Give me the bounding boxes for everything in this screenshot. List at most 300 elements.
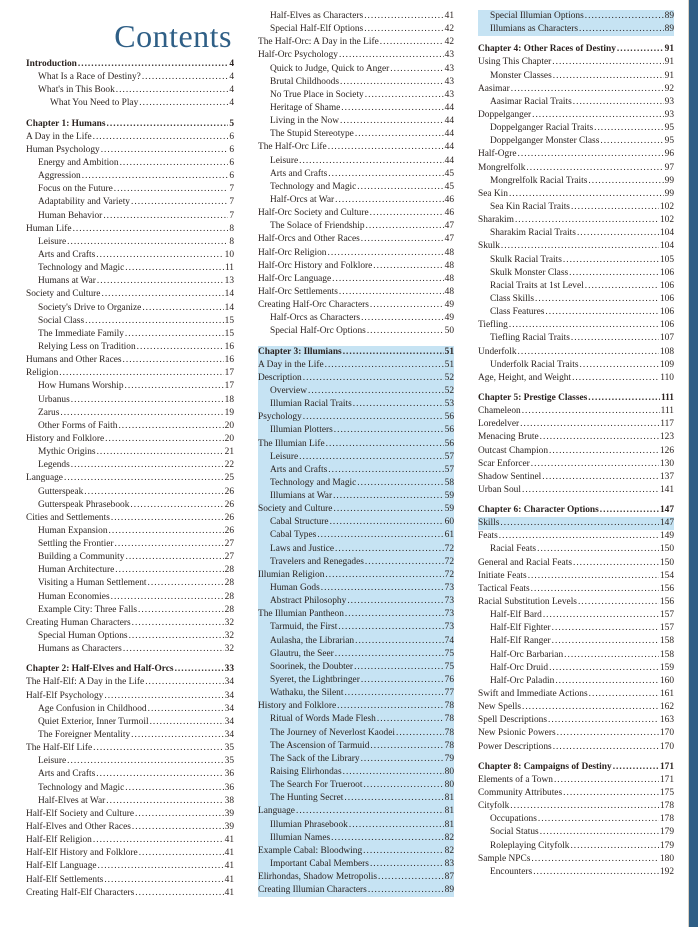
toc-dot-leader [535,293,659,306]
toc-entry[interactable] [478,122,674,135]
toc-page-number: 171 [659,774,674,785]
toc-entry-title: Elements of a Town [478,774,553,785]
toc-entry[interactable] [26,131,234,144]
toc-entry[interactable] [478,675,674,688]
toc-dot-leader [370,207,444,220]
toc-entry[interactable] [26,676,234,689]
toc-dot-leader [361,674,444,687]
toc-entry-title: Half-Elf Language [26,861,97,872]
toc-page-number: 180 [659,853,674,864]
toc-entry-title: Cities and Settlements [26,512,110,523]
toc-dot-leader [549,662,659,675]
toc-entry-title: Doppelganger Racial Traits [490,123,594,134]
toc-entry[interactable] [258,464,454,477]
toc-entry[interactable] [258,884,454,897]
toc-dot-leader [563,787,659,800]
toc-entry-title: Leisure [270,155,299,166]
toc-entry[interactable] [258,661,454,674]
toc-entry[interactable] [26,97,234,110]
toc-entry[interactable] [26,821,234,834]
toc-chapter-heading[interactable] [478,392,674,405]
toc-page-number: 36 [224,769,234,780]
toc-entry[interactable] [478,622,674,635]
toc-page-number: 33 [224,664,234,675]
toc-entry[interactable] [478,609,674,622]
toc-entry[interactable] [26,183,234,196]
toc-entry[interactable] [478,431,674,444]
toc-dot-leader [363,779,443,792]
toc-page-number: 102 [659,215,674,226]
toc-entry-title: Class Features [490,307,545,318]
toc-entry-title: Language [258,806,295,817]
toc-entry[interactable] [478,484,674,497]
toc-entry[interactable] [26,407,234,420]
toc-page-number: 34 [224,677,234,688]
toc-entry[interactable] [478,800,674,813]
toc-dot-leader [339,49,444,62]
toc-entry[interactable] [478,570,674,583]
toc-entry[interactable] [478,596,674,609]
toc-entry-title: Soorinek, the Doubter [270,661,354,672]
toc-entry[interactable] [26,262,234,275]
toc-entry[interactable] [26,512,234,525]
toc-entry[interactable] [258,845,454,858]
toc-dot-leader [509,319,659,332]
toc-entry[interactable] [478,201,674,214]
toc-dot-leader [594,122,664,135]
toc-entry[interactable] [258,36,454,49]
toc-entry[interactable] [26,782,234,795]
toc-page-number: 4 [229,59,234,69]
toc-entry[interactable] [478,445,674,458]
toc-dot-leader [142,71,228,84]
toc-entry[interactable] [26,742,234,755]
toc-dot-leader [82,170,229,183]
toc-dot-leader [93,131,229,144]
toc-page-number: 110 [660,372,674,383]
toc-entry[interactable] [478,813,674,826]
toc-entry[interactable] [26,617,234,630]
toc-entry[interactable] [26,354,234,367]
toc-entry-title: Description [258,372,302,383]
toc-entry[interactable] [258,451,454,464]
toc-entry[interactable] [478,701,674,714]
toc-entry[interactable] [258,76,454,89]
toc-page-number: 20 [224,420,234,431]
toc-entry[interactable] [478,418,674,431]
toc-entry[interactable] [478,774,674,787]
toc-dot-leader [338,621,443,634]
toc-entry[interactable] [478,840,674,853]
toc-entry[interactable] [478,741,674,754]
toc-entry[interactable] [26,887,234,900]
toc-entry[interactable] [478,280,674,293]
toc-entry[interactable] [26,755,234,768]
toc-entry[interactable] [258,753,454,766]
toc-entry[interactable] [258,871,454,884]
toc-page-number: 35 [224,743,234,754]
toc-dot-leader [531,583,659,596]
toc-dot-leader [135,808,224,821]
toc-entry[interactable] [478,23,674,36]
toc-entry[interactable] [258,805,454,818]
toc-page-number: 111 [660,406,674,417]
toc-entry[interactable] [258,220,454,233]
toc-entry-title: Special Half-Orc Options [270,326,366,337]
toc-entry[interactable] [26,795,234,808]
toc-entry[interactable] [258,648,454,661]
toc-entry[interactable] [478,56,674,69]
toc-entry[interactable] [258,155,454,168]
toc-entry[interactable] [26,525,234,538]
toc-entry[interactable] [478,662,674,675]
toc-page-number: 17 [224,381,234,392]
toc-entry[interactable] [478,853,674,866]
toc-entry-title: Chapter 8: Campaigns of Destiny [478,761,612,772]
toc-entry[interactable] [478,688,674,701]
toc-page-number: 170 [659,728,674,739]
toc-entry[interactable] [258,359,454,372]
toc-dot-leader [93,742,224,755]
toc-entry[interactable] [26,157,234,170]
toc-dot-leader [613,761,659,774]
toc-entry[interactable] [478,162,674,175]
toc-entry[interactable] [258,372,454,385]
toc-chapter-heading[interactable] [26,663,234,676]
toc-entry[interactable] [26,630,234,643]
toc-entry[interactable] [478,96,674,109]
toc-entry-title: Urbanus [38,394,70,405]
toc-entry[interactable] [258,635,454,648]
toc-entry-title: Human Psychology [26,144,100,155]
toc-entry[interactable] [26,874,234,887]
toc-entry[interactable] [26,210,234,223]
toc-entry[interactable] [478,227,674,240]
toc-entry[interactable] [478,543,674,556]
toc-entry-title: Racial Substitution Levels [478,597,577,608]
toc-entry[interactable] [258,543,454,556]
toc-entry[interactable] [258,740,454,753]
toc-entry[interactable] [478,727,674,740]
toc-entry[interactable] [26,847,234,860]
toc-entry[interactable] [258,325,454,338]
toc-entry[interactable] [26,84,234,97]
toc-entry[interactable] [258,10,454,23]
toc-page-number: 8 [229,236,234,247]
toc-page-number: 41 [224,835,234,846]
toc-entry[interactable] [258,438,454,451]
toc-entry[interactable] [258,477,454,490]
toc-entry[interactable] [258,411,454,424]
toc-entry[interactable] [26,288,234,301]
toc-dot-leader [364,23,443,36]
toc-page-number: 4 [229,98,234,109]
toc-entry[interactable] [478,214,674,227]
toc-entry-title: Mongrelfolk Racial Traits [490,175,588,186]
toc-dot-leader [515,214,659,227]
toc-entry[interactable] [478,458,674,471]
toc-chapter-heading[interactable] [478,43,674,56]
toc-dot-leader [328,141,444,154]
toc-entry-title: Building a Community [38,552,125,563]
toc-entry[interactable] [478,405,674,418]
toc-entry[interactable] [26,604,234,617]
toc-entry[interactable] [258,529,454,542]
toc-entry[interactable] [258,490,454,503]
toc-chapter-heading[interactable] [258,346,454,359]
toc-entry[interactable] [26,690,234,703]
toc-page-number: 41 [224,861,234,872]
toc-dot-leader [332,273,443,286]
toc-entry[interactable] [26,341,234,354]
toc-entry[interactable] [258,516,454,529]
toc-entry[interactable] [258,595,454,608]
toc-dot-leader [148,577,224,590]
chapter-tab-strip [689,0,698,927]
toc-chapter-heading[interactable] [26,58,234,71]
toc-page-number: 34 [224,690,234,701]
toc-entry[interactable] [26,236,234,249]
toc-entry[interactable] [26,446,234,459]
toc-entry-title: Feats [478,531,498,542]
toc-entry[interactable] [26,433,234,446]
toc-entry[interactable] [258,181,454,194]
toc-page-number: 93 [664,109,674,120]
toc-entry[interactable] [26,394,234,407]
toc-entry[interactable] [478,826,674,839]
toc-entry[interactable] [478,346,674,359]
toc-entry[interactable] [26,170,234,183]
toc-page-number: 52 [444,385,454,396]
toc-entry[interactable] [26,275,234,288]
toc-entry[interactable] [478,714,674,727]
toc-entry[interactable] [478,557,674,570]
toc-entry[interactable] [478,83,674,96]
toc-entry[interactable] [26,551,234,564]
toc-dot-leader [101,144,229,157]
toc-entry-title: Society and Culture [26,289,101,300]
toc-entry[interactable] [478,471,674,484]
toc-entry[interactable] [478,175,674,188]
toc-entry[interactable] [26,328,234,341]
toc-entry[interactable] [478,306,674,319]
toc-entry[interactable] [478,267,674,280]
toc-entry[interactable] [258,779,454,792]
toc-page-number: 80 [444,780,454,791]
toc-entry[interactable] [26,367,234,380]
toc-page-number: 147 [659,518,674,529]
toc-entry[interactable] [26,716,234,729]
toc-entry-title: Half-Ogre [478,149,517,160]
toc-entry[interactable] [258,247,454,260]
toc-entry[interactable] [26,459,234,472]
toc-entry[interactable] [258,286,454,299]
toc-entry[interactable] [258,503,454,516]
toc-page-number: 157 [659,610,674,621]
toc-entry[interactable] [26,196,234,209]
toc-dot-leader [538,813,659,826]
toc-entry[interactable] [258,63,454,76]
toc-entry[interactable] [258,49,454,62]
toc-entry[interactable] [26,703,234,716]
toc-entry[interactable] [258,674,454,687]
toc-entry[interactable] [478,332,674,345]
toc-entry-title: Skulk [478,241,500,252]
toc-entry[interactable] [478,254,674,267]
toc-entry[interactable] [258,792,454,805]
toc-entry[interactable] [258,398,454,411]
toc-entry[interactable] [478,188,674,201]
toc-entry[interactable] [478,372,674,385]
toc-entry[interactable] [258,141,454,154]
toc-dot-leader [114,183,229,196]
toc-dot-leader [573,96,664,109]
toc-entry-title: Relying Less on Tradition [38,341,136,352]
toc-entry[interactable] [478,240,674,253]
toc-entry-title: General and Racial Feats [478,557,572,568]
toc-entry[interactable] [26,834,234,847]
toc-entry[interactable] [478,583,674,596]
toc-entry-title: Initiate Feats [478,570,527,581]
toc-dot-leader [509,188,664,201]
toc-entry[interactable] [258,569,454,582]
toc-entry-title: Occupations [490,814,537,825]
toc-entry-title: Gutterspeak [38,486,84,497]
toc-entry-title: Leisure [38,236,67,247]
toc-entry[interactable] [258,424,454,437]
toc-entry[interactable] [258,858,454,871]
toc-entry[interactable] [478,866,674,879]
toc-entry[interactable] [258,819,454,832]
toc-page-number: 10 [224,249,234,260]
toc-entry[interactable] [258,233,454,246]
toc-entry-title: Half-Orc Psychology [258,50,338,61]
toc-entry[interactable] [26,315,234,328]
toc-page-number: 46 [444,194,454,205]
toc-page-number: 154 [659,570,674,581]
toc-page-number: 158 [659,649,674,660]
toc-entry[interactable] [478,319,674,332]
toc-page-number: 42 [444,37,454,48]
toc-entry-title: Half-Elf Settlements [26,874,104,885]
toc-page-number: 14 [224,289,234,300]
toc-page-number: 53 [444,399,454,410]
toc-entry[interactable] [478,359,674,372]
toc-entry[interactable] [26,577,234,590]
toc-entry[interactable] [258,700,454,713]
toc-chapter-heading[interactable] [26,118,234,131]
toc-entry[interactable] [258,128,454,141]
toc-entry[interactable] [258,115,454,128]
toc-entry[interactable] [258,608,454,621]
toc-entry[interactable] [258,260,454,273]
toc-page-number: 162 [659,702,674,713]
toc-dot-leader [617,43,664,56]
toc-page-number: 159 [659,662,674,673]
toc-entry[interactable] [258,102,454,115]
toc-entry[interactable] [26,380,234,393]
toc-entry[interactable] [258,713,454,726]
toc-entry[interactable] [478,70,674,83]
toc-entry[interactable] [26,144,234,157]
toc-entry[interactable] [258,273,454,286]
toc-entry[interactable] [26,486,234,499]
toc-entry[interactable] [258,385,454,398]
toc-entry[interactable] [478,517,674,530]
toc-entry[interactable] [26,499,234,512]
toc-page-number: 41 [224,887,234,898]
toc-entry[interactable] [478,635,674,648]
toc-entry[interactable] [26,538,234,551]
toc-page-number: 123 [659,432,674,443]
toc-entry[interactable] [26,420,234,433]
toc-entry[interactable] [26,71,234,84]
toc-entry[interactable] [478,135,674,148]
toc-entry-title: A Day in the Life [258,359,324,370]
toc-entry[interactable] [26,768,234,781]
toc-entry[interactable] [258,556,454,569]
toc-page-number: 80 [444,767,454,778]
toc-entry[interactable] [478,530,674,543]
toc-dot-leader [549,445,659,458]
toc-page-number: 56 [444,425,454,436]
toc-entry[interactable] [478,787,674,800]
toc-entry[interactable] [258,832,454,845]
toc-entry[interactable] [258,194,454,207]
toc-dot-leader [552,622,659,635]
toc-entry-title: Energy and Ambition [38,157,119,168]
toc-entry[interactable] [478,293,674,306]
toc-entry-title: Humans as Characters [38,644,122,655]
toc-entry-title: What Is a Race of Destiny? [38,72,141,83]
toc-entry[interactable] [258,89,454,102]
toc-entry[interactable] [26,564,234,577]
toc-entry[interactable] [26,729,234,742]
toc-entry[interactable] [26,808,234,821]
toc-entry[interactable] [258,766,454,779]
toc-entry[interactable] [478,649,674,662]
toc-entry[interactable] [258,582,454,595]
toc-entry[interactable] [478,148,674,161]
toc-entry[interactable] [258,207,454,220]
toc-entry[interactable] [26,643,234,656]
toc-entry[interactable] [258,621,454,634]
toc-entry[interactable] [478,10,674,23]
toc-entry[interactable] [26,249,234,262]
toc-entry[interactable] [26,223,234,236]
toc-entry-title: Half-Elf Fighter [490,623,551,634]
toc-chapter-heading[interactable] [478,504,674,517]
toc-entry[interactable] [478,109,674,122]
toc-dot-leader [125,262,224,275]
toc-entry[interactable] [258,687,454,700]
toc-page-number: 44 [444,155,454,166]
toc-chapter-heading[interactable] [478,761,674,774]
toc-entry[interactable] [258,168,454,181]
toc-entry-title: Glautru, the Seer [270,648,334,659]
toc-entry[interactable] [258,727,454,740]
toc-entry[interactable] [26,860,234,873]
toc-entry[interactable] [258,312,454,325]
toc-entry[interactable] [26,591,234,604]
toc-entry[interactable] [26,302,234,315]
toc-entry[interactable] [258,299,454,312]
toc-dot-leader [537,543,659,556]
toc-dot-leader [132,617,224,630]
toc-dot-leader [123,354,224,367]
toc-entry[interactable] [258,23,454,36]
toc-entry[interactable] [26,472,234,485]
